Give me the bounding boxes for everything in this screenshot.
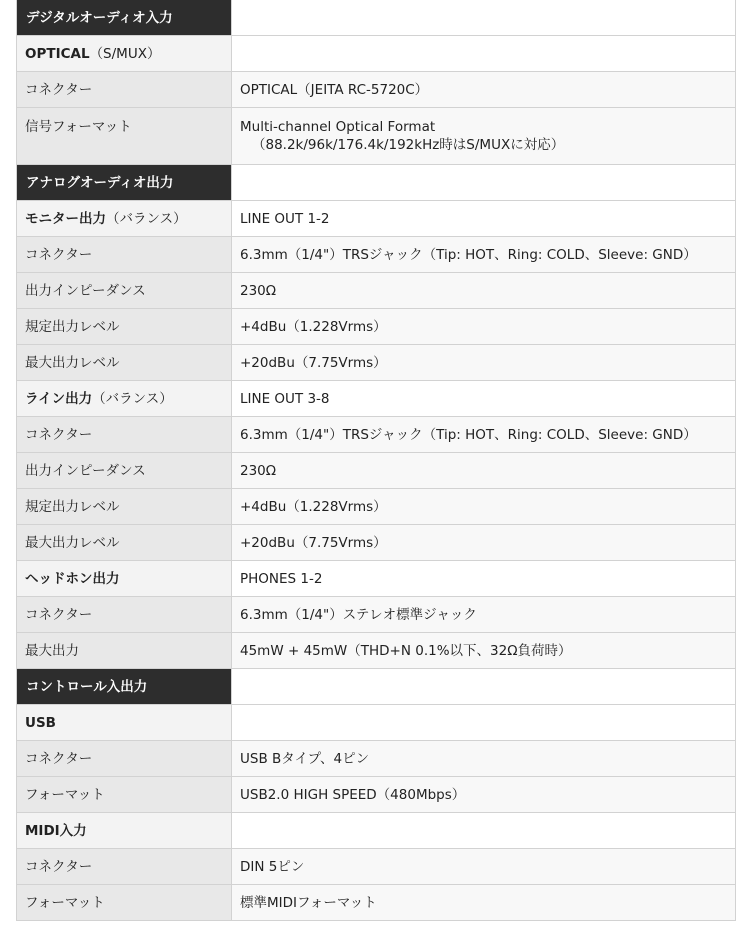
group-label <box>17 705 232 741</box>
spec-value: 6.3mm（1/4"）TRSジャック（Tip: HOT、Ring: COLD、Sleeve: GND） <box>232 237 736 273</box>
section-value <box>232 669 736 705</box>
spec-value: 230Ω <box>232 453 736 489</box>
section-value <box>232 0 736 36</box>
group-value <box>232 813 736 849</box>
spec-label: 規定出力レベル <box>17 489 232 525</box>
group-row-midi-input <box>17 813 736 849</box>
spec-label: 出力インピーダンス <box>17 273 232 309</box>
spec-label: コネクター <box>17 237 232 273</box>
group-value: LINE OUT 1-2 <box>232 201 736 237</box>
spec-label: コネクター <box>17 417 232 453</box>
group-label <box>17 813 232 849</box>
spec-row <box>17 345 736 381</box>
spec-row <box>17 633 736 669</box>
spec-label: コネクター <box>17 849 232 885</box>
group-label-bold: ライン出力 <box>25 390 93 407</box>
spec-row <box>17 597 736 633</box>
spec-label: コネクター <box>17 597 232 633</box>
spec-table <box>16 0 736 921</box>
group-value <box>232 705 736 741</box>
spec-row <box>17 108 736 165</box>
group-label-bold: ヘッドホン出力 <box>25 570 120 587</box>
section-value <box>232 165 736 201</box>
spec-row <box>17 273 736 309</box>
section-title: デジタルオーディオ入力 <box>17 0 232 36</box>
spec-value: +4dBu（1.228Vrms） <box>232 309 736 345</box>
spec-label: コネクター <box>17 72 232 108</box>
spec-row <box>17 849 736 885</box>
group-label-note: （バランス） <box>92 390 173 407</box>
spec-row <box>17 237 736 273</box>
spec-label: 出力インピーダンス <box>17 453 232 489</box>
section-row-analog-audio-output <box>17 165 736 201</box>
section-row-digital-audio-input <box>17 0 736 36</box>
group-row-usb <box>17 705 736 741</box>
spec-value-line1: Multi-channel Optical Format <box>240 119 436 135</box>
section-title: コントロール入出力 <box>17 669 232 705</box>
spec-row <box>17 741 736 777</box>
group-label-bold: USB <box>25 714 56 731</box>
spec-label: 信号フォーマット <box>17 108 232 165</box>
spec-label: フォーマット <box>17 777 232 813</box>
group-label <box>17 561 232 597</box>
spec-label: 最大出力レベル <box>17 525 232 561</box>
spec-label: フォーマット <box>17 885 232 921</box>
spec-row <box>17 777 736 813</box>
group-value: PHONES 1-2 <box>232 561 736 597</box>
spec-value: +20dBu（7.75Vrms） <box>232 345 736 381</box>
spec-value: 230Ω <box>232 273 736 309</box>
spec-row <box>17 525 736 561</box>
spec-value: 45mW + 45mW（THD+N 0.1%以下、32Ω負荷時） <box>232 633 736 669</box>
spec-value: DIN 5ピン <box>232 849 736 885</box>
group-label-note: （バランス） <box>106 210 187 227</box>
spec-value: OPTICAL（JEITA RC-5720C） <box>232 72 736 108</box>
spec-value-line2: （88.2k/96k/176.4k/192kHz時はS/MUXに対応） <box>252 137 565 153</box>
group-row-line-output <box>17 381 736 417</box>
group-label-bold: モニター出力 <box>25 210 106 227</box>
group-label-bold: MIDI入力 <box>25 822 87 839</box>
group-value <box>232 36 736 72</box>
group-row-optical <box>17 36 736 72</box>
group-label <box>17 36 232 72</box>
spec-value <box>232 108 736 165</box>
spec-value: 6.3mm（1/4"）TRSジャック（Tip: HOT、Ring: COLD、Sleeve: GND） <box>232 417 736 453</box>
spec-label: 最大出力レベル <box>17 345 232 381</box>
group-label <box>17 381 232 417</box>
spec-label: 最大出力 <box>17 633 232 669</box>
spec-label: コネクター <box>17 741 232 777</box>
spec-value: +4dBu（1.228Vrms） <box>232 489 736 525</box>
group-label-note: （S/MUX） <box>89 45 161 62</box>
section-title: アナログオーディオ出力 <box>17 165 232 201</box>
spec-row <box>17 489 736 525</box>
group-value: LINE OUT 3-8 <box>232 381 736 417</box>
spec-value: USB2.0 HIGH SPEED（480Mbps） <box>232 777 736 813</box>
group-row-monitor-output <box>17 201 736 237</box>
section-row-control-io <box>17 669 736 705</box>
spec-row <box>17 309 736 345</box>
group-label-bold: OPTICAL <box>25 45 90 62</box>
spec-label: 規定出力レベル <box>17 309 232 345</box>
spec-row <box>17 885 736 921</box>
spec-value: USB Bタイプ、4ピン <box>232 741 736 777</box>
group-label <box>17 201 232 237</box>
spec-row <box>17 453 736 489</box>
spec-row <box>17 72 736 108</box>
spec-value: 標準MIDIフォーマット <box>232 885 736 921</box>
group-row-headphone-output <box>17 561 736 597</box>
spec-row <box>17 417 736 453</box>
spec-value: 6.3mm（1/4"）ステレオ標準ジャック <box>232 597 736 633</box>
spec-value: +20dBu（7.75Vrms） <box>232 525 736 561</box>
